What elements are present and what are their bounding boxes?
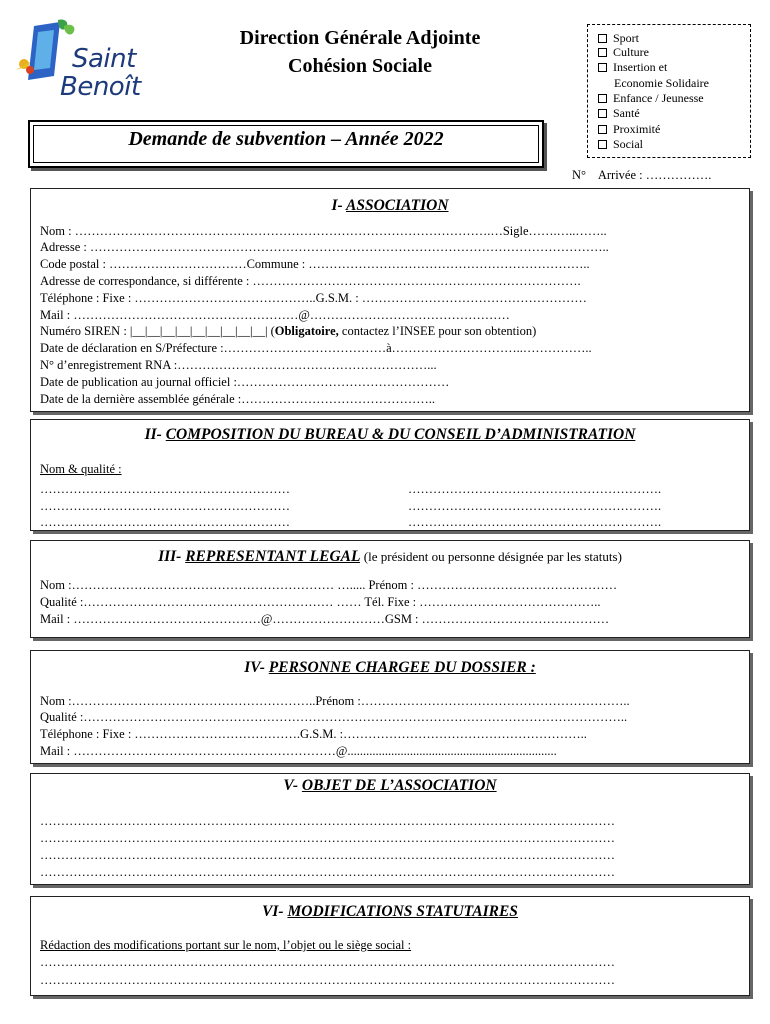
section-3-title: III- REPRESENTANT LEGAL (le président ou personne désignée par les statuts) xyxy=(158,548,622,565)
logo-saint: Saint xyxy=(72,44,136,74)
checkbox-icon[interactable] xyxy=(598,109,607,118)
logo-benoit: Benoît xyxy=(60,72,141,102)
saint-benoit-logo xyxy=(14,14,144,104)
modifications-label: Rédaction des modifications portant sur le nom, l’objet ou le siège social : xyxy=(40,938,412,952)
demande-title: Demande de subvention – Année 2022 xyxy=(128,128,444,150)
checkbox-icon[interactable] xyxy=(598,125,607,134)
arrivee-field[interactable]: N° Arrivée : ……………. xyxy=(572,168,712,182)
bureau-right-3[interactable]: ……………………………………………………. xyxy=(408,515,662,529)
category-insertion-cont: Economie Solidaire xyxy=(614,76,709,90)
objet-line-2[interactable]: ………………………………………………………………………………………………………………………… xyxy=(40,831,615,845)
section-association xyxy=(30,188,750,412)
publication-field[interactable]: Date de publication au journal officiel :…………………………………………… xyxy=(40,375,450,389)
category-social[interactable]: Social xyxy=(598,137,643,151)
code-postal-field[interactable]: Code postal : ……………………………Commune : ………………………………………………………….. xyxy=(40,257,590,271)
section-objet xyxy=(30,773,750,885)
category-proximite[interactable]: Proximité xyxy=(598,122,660,136)
section-bureau xyxy=(30,419,750,531)
section-5-title: V- OBJET DE L’ASSOCIATION xyxy=(283,777,497,794)
demande-banner xyxy=(28,120,544,168)
section-modifications xyxy=(30,896,750,996)
checkbox-icon[interactable] xyxy=(598,34,607,43)
category-checklist xyxy=(587,24,751,158)
mail-field[interactable]: Mail : ………………………………………………@………………………………………… xyxy=(40,308,510,322)
category-sante[interactable]: Santé xyxy=(598,106,640,120)
rep-nom-field[interactable]: Nom :……………………………………………………… …..... Prénom : ………………………………………… xyxy=(40,578,618,592)
siren-field[interactable]: Numéro SIREN : |__|__|__|__|__|__|__|__|__| (Obligatoire, contactez l’INSEE pour son obtention) xyxy=(40,324,537,338)
bureau-right-2[interactable]: ……………………………………………………. xyxy=(408,499,662,513)
telephone-field[interactable]: Téléphone : Fixe : ……………………………………..G.S.M. : ……………………………………………… xyxy=(40,291,587,305)
rep-qualite-field[interactable]: Qualité :…………………………………………………… …… Tél. Fixe : …………………………………….. xyxy=(40,595,601,609)
assemblee-field[interactable]: Date de la dernière assemblée générale :……………………………………….. xyxy=(40,392,436,406)
modifications-line-1[interactable]: ………………………………………………………………………………………………………………………… xyxy=(40,955,615,969)
category-culture[interactable]: Culture xyxy=(598,45,649,59)
objet-line-1[interactable]: ………………………………………………………………………………………………………………………… xyxy=(40,814,615,828)
category-enfance[interactable]: Enfance / Jeunesse xyxy=(598,91,704,105)
checkbox-icon[interactable] xyxy=(598,48,607,57)
section-2-title: II- COMPOSITION DU BUREAU & DU CONSEIL D’ADMINISTRATION xyxy=(144,426,636,443)
bureau-right-1[interactable]: ……………………………………………………. xyxy=(408,482,662,496)
section-4-title: IV- PERSONNE CHARGEE DU DOSSIER : xyxy=(244,659,536,676)
nom-qualite-label: Nom & qualité : xyxy=(40,462,122,476)
nom-field[interactable]: Nom : ……………………………………………………………………………………….…Sigle…….…..…….. xyxy=(40,224,607,238)
adresse-field[interactable]: Adresse : …………………………………………………………………………………………………………….. xyxy=(40,240,609,254)
dossier-telephone-field[interactable]: Téléphone : Fixe : ………………………………….G.S.M. :………………………………………………….. xyxy=(40,727,587,741)
bureau-left-3[interactable]: …………………………………………………… xyxy=(40,515,290,529)
dossier-qualite-field[interactable]: Qualité :………………………………………………………………………………………………………………….. xyxy=(40,710,628,724)
correspondance-field[interactable]: Adresse de correspondance, si différente : ……………………………………………………………………. xyxy=(40,274,581,288)
checkbox-icon[interactable] xyxy=(598,94,607,103)
section-1-title: I- ASSOCIATION xyxy=(331,197,449,214)
section-representant xyxy=(30,540,750,638)
declaration-field[interactable]: Date de déclaration en S/Préfecture :…………………………………à…………………………..…………….. xyxy=(40,341,592,355)
bureau-left-2[interactable]: …………………………………………………… xyxy=(40,499,290,513)
modifications-line-2[interactable]: ………………………………………………………………………………………………………………………… xyxy=(40,973,615,987)
checkbox-icon[interactable] xyxy=(598,140,607,149)
objet-line-4[interactable]: ………………………………………………………………………………………………………………………… xyxy=(40,865,615,879)
page-title xyxy=(180,24,540,80)
section-personne-chargee xyxy=(30,650,750,764)
title-line-1: Direction Générale Adjointe xyxy=(239,27,481,49)
category-sport[interactable]: Sport xyxy=(598,31,639,45)
category-insertion[interactable]: Insertion et xyxy=(598,60,667,74)
dossier-nom-field[interactable]: Nom :…………………………………………………..Prénom :……………………………………………………….. xyxy=(40,694,630,708)
objet-line-3[interactable]: ………………………………………………………………………………………………………………………… xyxy=(40,848,615,862)
dossier-mail-field[interactable]: Mail : ………………………………………………………@................................................................... xyxy=(40,744,557,758)
title-line-2: Cohésion Sociale xyxy=(288,55,432,77)
checkbox-icon[interactable] xyxy=(598,63,607,72)
rna-field[interactable]: N° d’enregistrement RNA :……………………………………………………... xyxy=(40,358,437,372)
rep-mail-field[interactable]: Mail : ………………………………………@………………………GSM : ……………………………………… xyxy=(40,612,610,626)
section-6-title: VI- MODIFICATIONS STATUTAIRES xyxy=(262,903,518,920)
bureau-left-1[interactable]: …………………………………………………… xyxy=(40,482,290,496)
